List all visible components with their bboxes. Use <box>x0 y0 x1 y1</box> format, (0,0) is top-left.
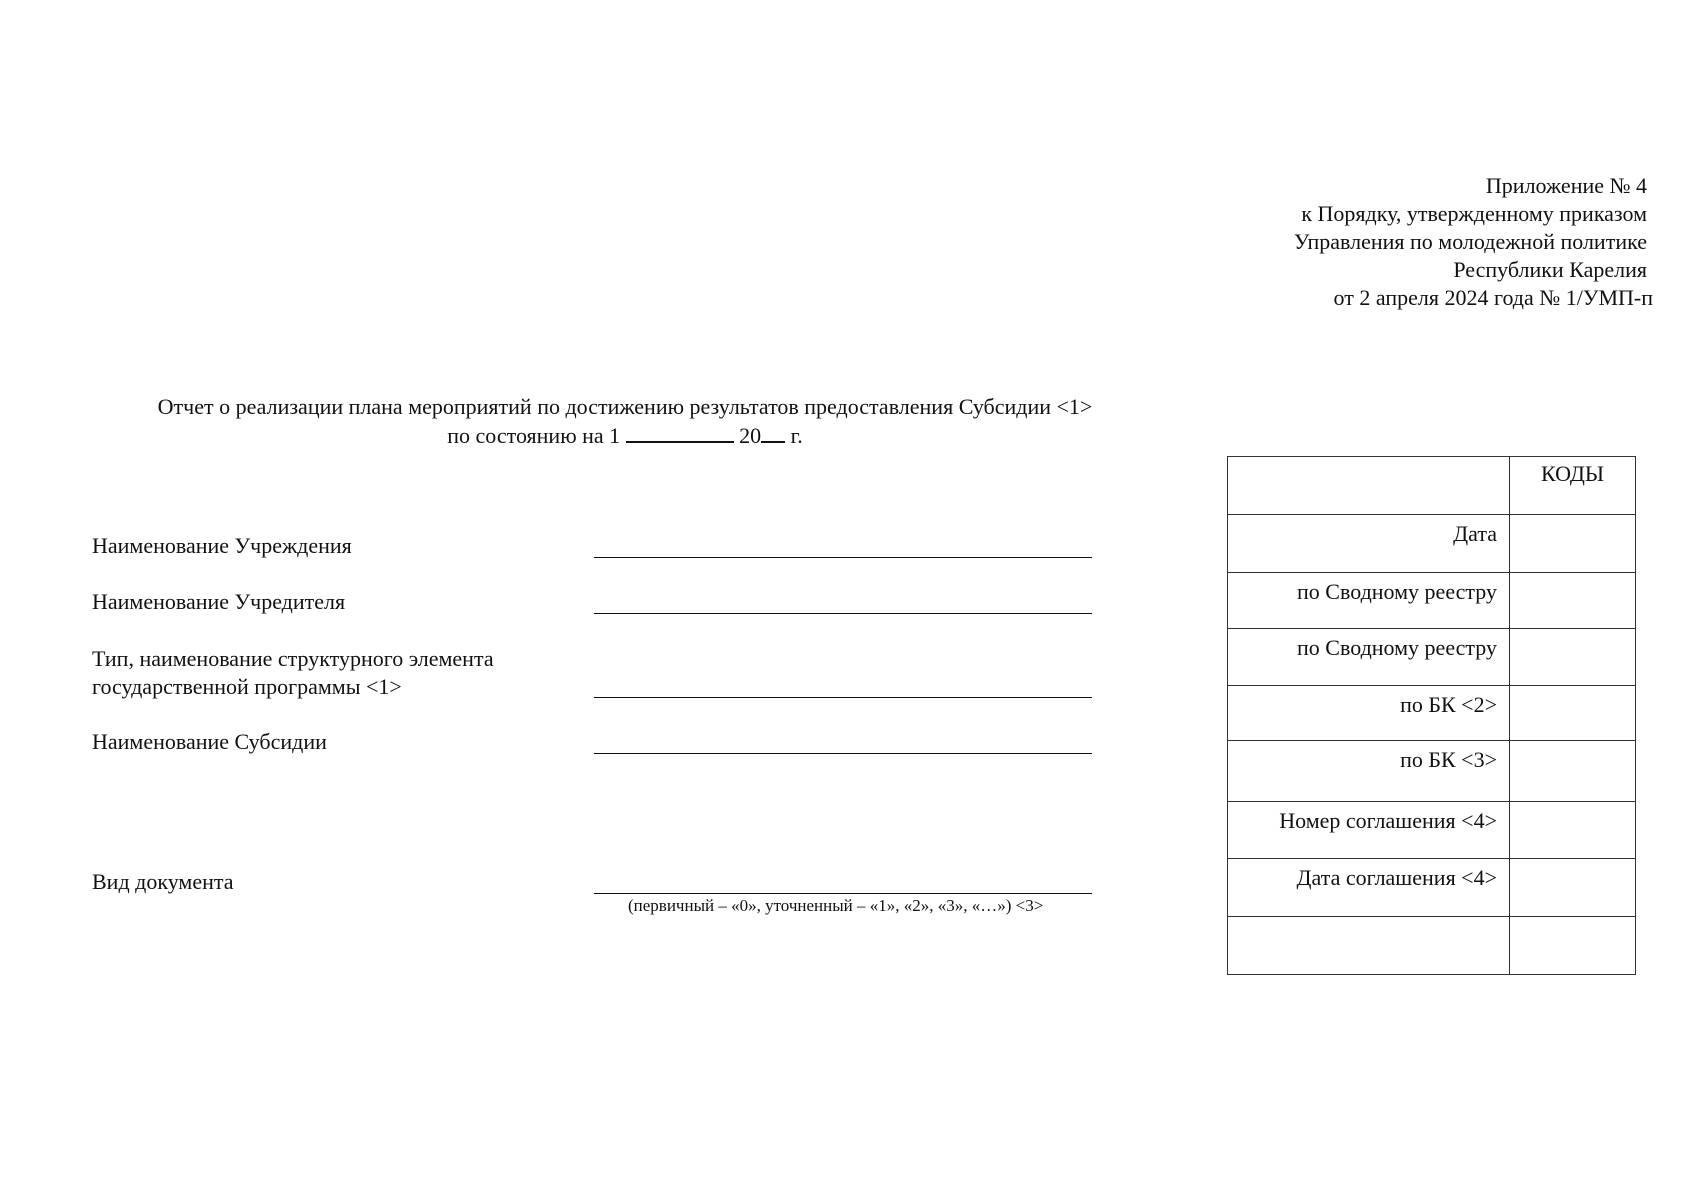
report-title-line: Отчет о реализации плана мероприятий по достижению результатов предоставления Субсидии <1> <box>157 394 1093 419</box>
report-date-suffix: г. <box>790 423 803 448</box>
codes-row-value[interactable] <box>1510 741 1636 802</box>
approval-line: Управления по молодежной политике <box>1293 229 1647 254</box>
report-year-prefix: 20 <box>739 423 762 448</box>
codes-row-label: по Сводному реестру <box>1228 573 1510 629</box>
founder-label: Наименование Учредителя <box>92 589 346 614</box>
codes-row-value[interactable] <box>1510 573 1636 629</box>
approval-line: Приложение № 4 <box>1485 173 1647 198</box>
approval-line: к Порядку, утвержденному приказом <box>1301 201 1647 226</box>
document-type-field[interactable] <box>594 893 1092 894</box>
codes-row-label: Номер соглашения <4> <box>1228 802 1510 859</box>
codes-row-label: по БК <2> <box>1228 686 1510 741</box>
program-element-label-line2: государственной программы <1> <box>92 674 402 699</box>
month-blank[interactable] <box>626 421 734 443</box>
program-element-field[interactable] <box>594 697 1092 698</box>
codes-row-value[interactable] <box>1510 917 1636 975</box>
codes-row-value[interactable] <box>1510 686 1636 741</box>
institution-field[interactable] <box>594 557 1092 558</box>
document-type-hint: (первичный – «0», уточненный – «1», «2», «3», «…») <3> <box>628 896 1044 915</box>
document-type-label: Вид документа <box>92 869 234 894</box>
codes-row-label <box>1228 917 1510 975</box>
program-element-label-line1: Тип, наименование структурного элемента <box>92 646 494 671</box>
codes-row-value[interactable] <box>1510 515 1636 573</box>
codes-row-label: по БК <3> <box>1228 741 1510 802</box>
report-date-line <box>0 421 1250 450</box>
approval-block <box>1293 172 1653 312</box>
founder-field[interactable] <box>594 613 1092 614</box>
codes-table <box>1227 456 1636 975</box>
codes-row-label: Дата <box>1228 515 1510 573</box>
codes-row-value[interactable] <box>1510 859 1636 917</box>
subsidy-label: Наименование Субсидии <box>92 729 327 754</box>
report-title <box>0 392 1250 450</box>
codes-row-value[interactable] <box>1510 629 1636 686</box>
codes-row-label: Дата соглашения <4> <box>1228 859 1510 917</box>
approval-line: от 2 апреля 2024 года № 1/УМП-п <box>1333 285 1653 310</box>
year-blank[interactable] <box>761 421 785 443</box>
institution-label: Наименование Учреждения <box>92 533 352 558</box>
subsidy-field[interactable] <box>594 753 1092 754</box>
codes-header: КОДЫ <box>1510 457 1636 515</box>
report-date-prefix: по состоянию на 1 <box>447 423 621 448</box>
approval-line: Республики Карелия <box>1453 257 1647 282</box>
codes-row-label: по Сводному реестру <box>1228 629 1510 686</box>
codes-header-blank <box>1228 457 1510 515</box>
codes-row-value[interactable] <box>1510 802 1636 859</box>
